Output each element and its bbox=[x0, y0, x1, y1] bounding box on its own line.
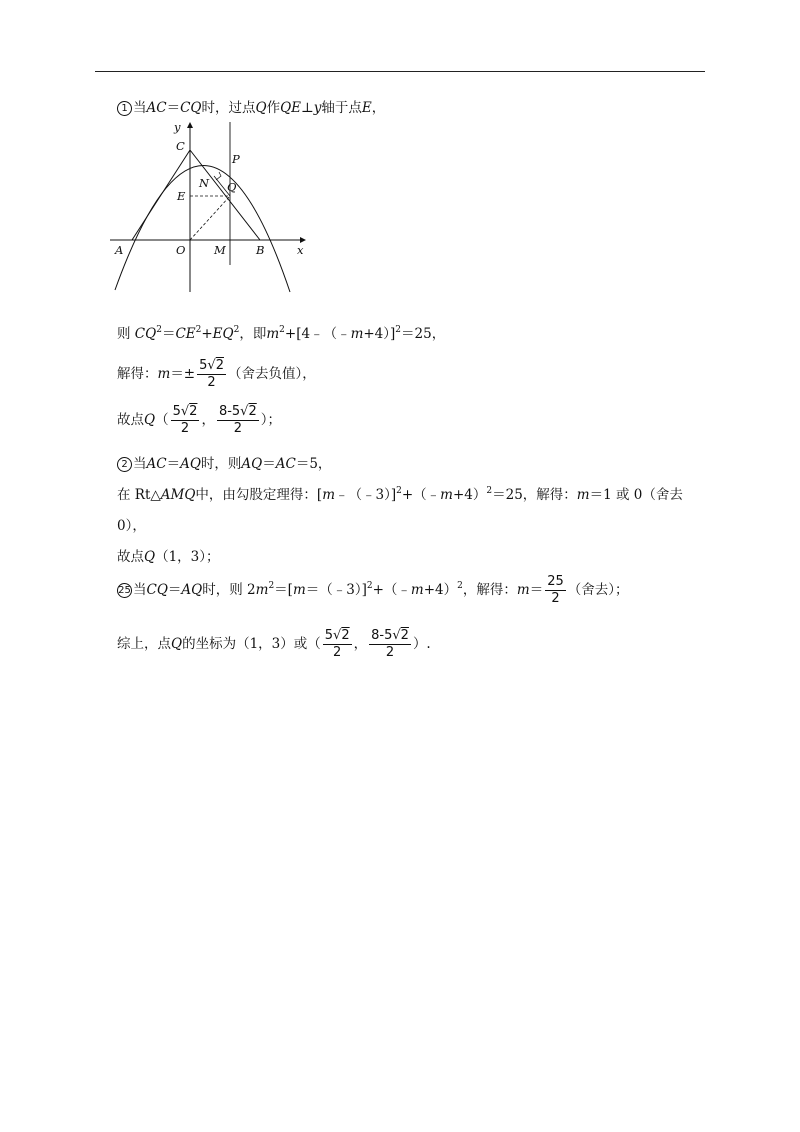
fraction-25-over-2: $\frac{25}{2}$ bbox=[547, 574, 564, 606]
case3-number: 25 bbox=[118, 585, 131, 596]
case1-line: 1 当AC＝CQ时，过点Q作QE⊥y轴于点E， bbox=[117, 98, 385, 118]
case2-number: 2 bbox=[117, 457, 132, 472]
parabola-figure bbox=[110, 120, 310, 295]
case3-line: 25 当CQ＝AQ时，则 $2m^2=[m=(﹣3)]^2+(﹣m+4)^2$，解得：m＝ $\frac{25}{2}$ （舍去）； bbox=[118, 574, 629, 606]
summary-fraction-y: $\frac{8-5√2}{2}$ bbox=[371, 628, 409, 660]
pythagorean-line-cont: 0）， bbox=[117, 518, 146, 534]
label-b: B bbox=[256, 243, 265, 257]
header-rule bbox=[95, 71, 705, 72]
label-q: Q bbox=[227, 180, 237, 194]
label-o: O bbox=[176, 243, 186, 257]
fraction-5root2-over-2: $\frac{5√2}{2}$ bbox=[199, 358, 224, 390]
label-x: x bbox=[297, 243, 304, 257]
summary-fraction-x: $\frac{5√2}{2}$ bbox=[324, 628, 350, 660]
segment-oq bbox=[190, 196, 230, 240]
case1-number: 1 bbox=[117, 101, 132, 116]
label-p: P bbox=[232, 152, 240, 166]
point-q-line-1: 故点Q（ $\frac{5√2}{2}$ ， $\frac{8-5√2}{2}$ ）； bbox=[117, 404, 281, 436]
fraction-x-coordinate: $\frac{5√2}{2}$ bbox=[172, 404, 198, 436]
label-c: C bbox=[176, 139, 185, 153]
label-y: y bbox=[174, 120, 181, 134]
equation-cq-line: 则 $CQ^2=CE^2+EQ^2$，即$m^2+[4﹣(﹣m+4)]^2=25$， bbox=[117, 325, 446, 342]
y-axis-arrow bbox=[187, 122, 193, 128]
label-e: E bbox=[177, 189, 186, 203]
label-n: N bbox=[199, 176, 210, 190]
label-a: A bbox=[115, 243, 124, 257]
point-q-line-2: 故点Q（1，3）； bbox=[117, 549, 220, 565]
solve-m-line: 解得：m＝± $\frac{5√2}{2}$ （舍去负值）， bbox=[117, 358, 316, 390]
case2-line: 2 当AC＝AQ时，则AQ＝AC＝5， bbox=[117, 454, 331, 474]
summary-line: 综上，点Q的坐标为（1，3）或（ $\frac{5√2}{2}$ ， $\frac{8-5√2}{2}$ ）. bbox=[117, 628, 431, 660]
fraction-y-coordinate: $\frac{8-5√2}{2}$ bbox=[218, 404, 257, 436]
segment-cb bbox=[190, 150, 260, 240]
label-m: M bbox=[214, 243, 226, 257]
pythagorean-line: 在 Rt△AMQ中，由勾股定理得：[m﹣（﹣3）]$^2$+（﹣m+4）$^2$＝25，解得：m＝1 或 0（舍去 bbox=[117, 486, 683, 503]
